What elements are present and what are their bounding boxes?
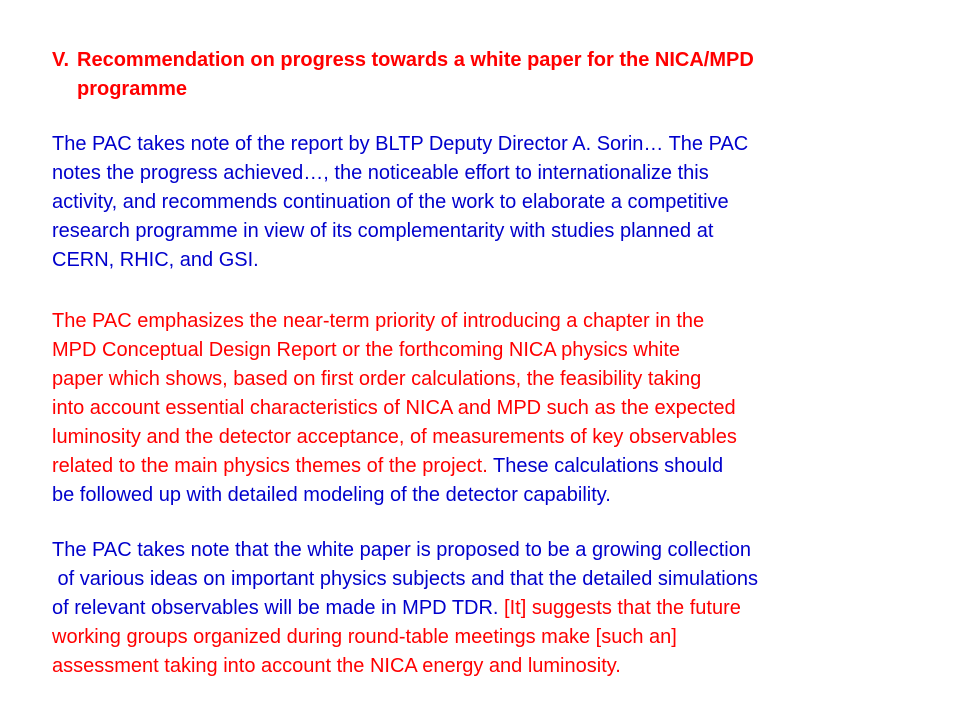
paragraph-line: assessment taking into account the NICA energy and luminosity. xyxy=(52,655,621,677)
paragraph-white-paper xyxy=(52,536,932,681)
paragraph-line xyxy=(52,452,932,481)
paragraph-line: The PAC takes note that the white paper is proposed to be a growing collection xyxy=(52,539,751,561)
heading-number: V. xyxy=(52,49,70,71)
text-blue-segment: of relevant observables will be made in MPD TDR. xyxy=(52,597,499,619)
paragraph-line: be followed up with detailed modeling of the detector capability. xyxy=(52,484,611,506)
heading-line-1 xyxy=(52,46,912,75)
paragraph-line: research programme in view of its complementarity with studies planned at xyxy=(52,220,714,242)
paragraph-line: luminosity and the detector acceptance, of measurements of key observables xyxy=(52,426,737,448)
paragraph-line xyxy=(52,594,932,623)
paragraph-line: of various ideas on important physics subjects and that the detailed simulations xyxy=(52,568,758,590)
paragraph-line: paper which shows, based on first order calculations, the feasibility taking xyxy=(52,368,702,390)
heading-line-2: programme xyxy=(77,78,188,100)
text-red-segment: related to the main physics themes of the project. xyxy=(52,455,488,477)
paragraph-report-note xyxy=(52,130,932,275)
paragraph-line: activity, and recommends continuation of the work to elaborate a competitive xyxy=(52,191,729,213)
paragraph-line: notes the progress achieved…, the noticeable effort to internationalize this xyxy=(52,162,709,184)
paragraph-line: into account essential characteristics of NICA and MPD such as the expected xyxy=(52,397,736,419)
section-heading xyxy=(52,46,912,104)
paragraph-line: CERN, RHIC, and GSI. xyxy=(52,249,259,271)
text-red-segment: [It] suggests that the future xyxy=(498,597,741,619)
heading-title: Recommendation on progress towards a white paper for the NICA/MPD xyxy=(77,49,754,71)
paragraph-line: The PAC takes note of the report by BLTP Deputy Director A. Sorin… The PAC xyxy=(52,133,749,155)
paragraph-line: MPD Conceptual Design Report or the forthcoming NICA physics white xyxy=(52,339,681,361)
paragraph-priority xyxy=(52,307,932,510)
text-blue-segment: These calculations should xyxy=(487,455,724,477)
paragraph-line: working groups organized during round-table meetings make [such an] xyxy=(52,626,677,648)
paragraph-line: The PAC emphasizes the near-term priority of introducing a chapter in the xyxy=(52,310,705,332)
